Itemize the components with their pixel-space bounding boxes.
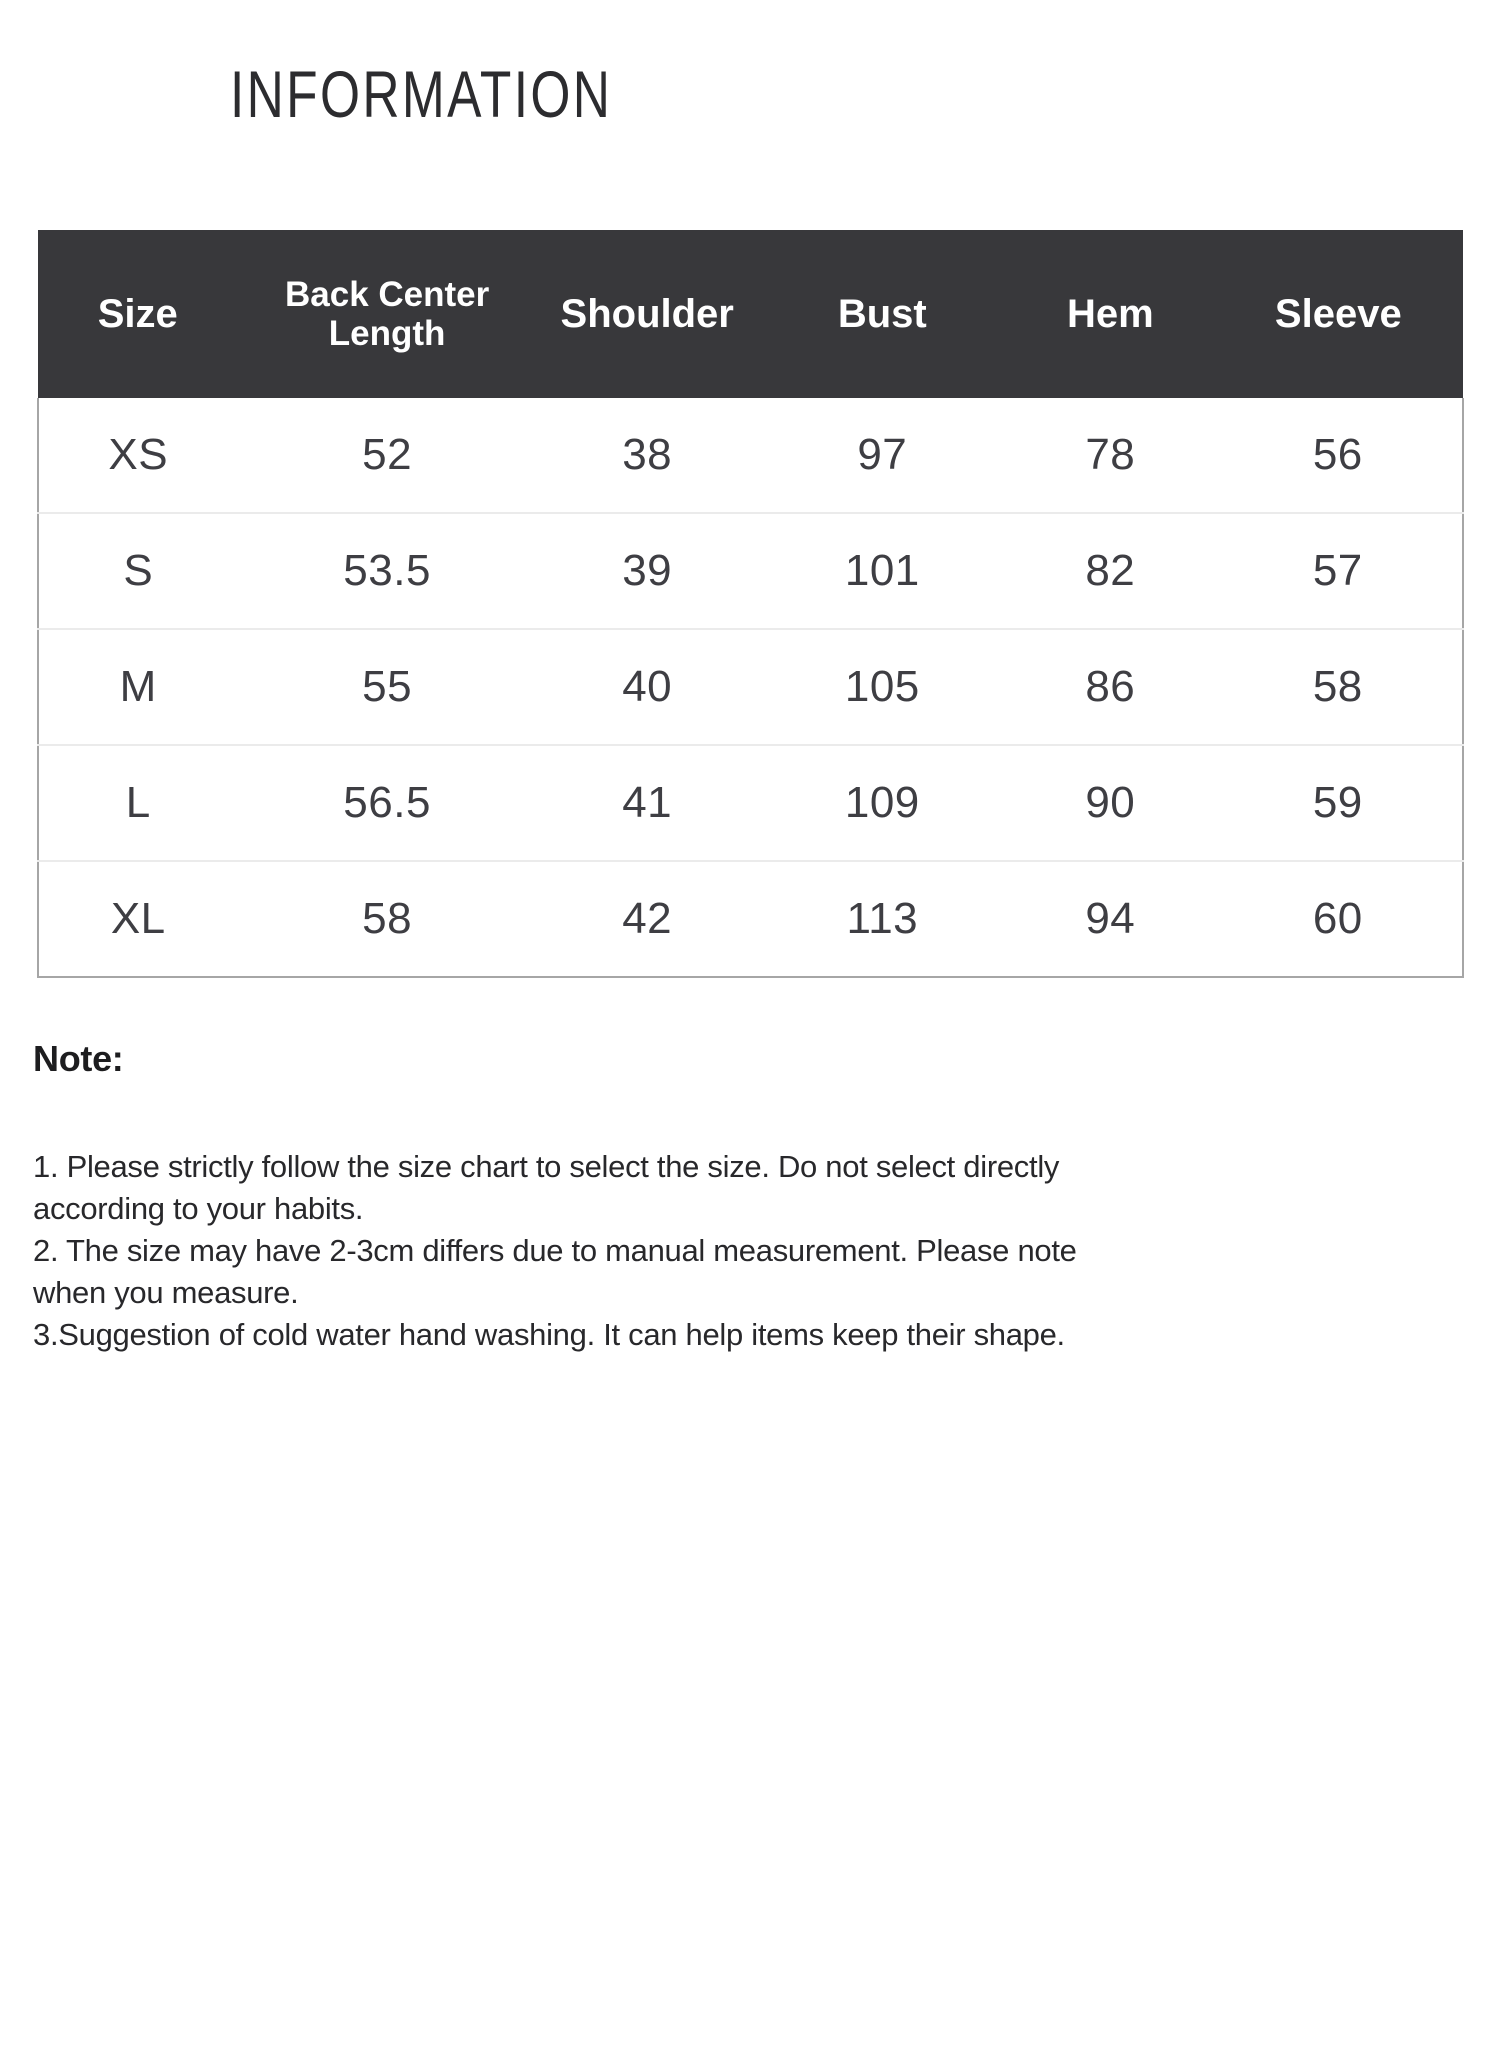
column-header-back-center-length: Back Center Length [238, 230, 537, 398]
column-header-hem: Hem [1007, 230, 1214, 398]
value-cell: 55 [238, 629, 537, 745]
size-chart-body [38, 398, 1463, 977]
size-cell: S [38, 513, 238, 629]
value-cell: 58 [238, 861, 537, 977]
value-cell: 113 [758, 861, 1007, 977]
note-line: according to your habits. [33, 1191, 364, 1226]
size-cell: XS [108, 430, 169, 479]
size-cell: XL [38, 861, 238, 977]
value-cell: 57 [1214, 513, 1463, 629]
value-cell: 94 [1007, 861, 1214, 977]
table-row-xl [38, 861, 1463, 977]
size-info-page [0, 56, 1500, 1356]
value-cell: 56.5 [238, 745, 537, 861]
table-row-l [38, 745, 1463, 861]
note-line: 3.Suggestion of cold water hand washing. It can help items keep their shape. [33, 1317, 1065, 1352]
notes-section [33, 1038, 1233, 1356]
note-line: 1. Please strictly follow the size chart to select the size. Do not select directly [33, 1149, 1060, 1184]
notes-heading: Note: [33, 1038, 124, 1079]
column-header-sleeve: Sleeve [1214, 230, 1463, 398]
size-chart-header [38, 230, 1463, 398]
value-cell: 101 [758, 513, 1007, 629]
column-header-size: Size [38, 230, 238, 398]
value-cell: 109 [758, 745, 1007, 861]
note-line: 2. The size may have 2-3cm differs due to manual measurement. Please note [33, 1233, 1077, 1268]
table-row-xs [38, 398, 1463, 513]
size-chart-table [37, 230, 1464, 978]
table-row-m [38, 629, 1463, 745]
note-line: when you measure. [33, 1275, 299, 1310]
column-header-bust: Bust [758, 230, 1007, 398]
value-cell: 60 [1214, 861, 1463, 977]
value-cell: 82 [1007, 513, 1214, 629]
size-cell: M [38, 629, 238, 745]
value-cell: 39 [537, 513, 758, 629]
column-header-shoulder: Shoulder [537, 230, 758, 398]
value-cell: 86 [1007, 629, 1214, 745]
value-cell: 58 [1214, 629, 1463, 745]
value-cell: 105 [758, 629, 1007, 745]
value-cell: 59 [1214, 745, 1463, 861]
table-row-s [38, 513, 1463, 629]
value-cell: 90 [1007, 745, 1214, 861]
notes-body [33, 1146, 1233, 1356]
value-cell: 52 [362, 430, 413, 479]
value-cell: 38 [622, 430, 673, 479]
value-cell: 78 [1085, 430, 1136, 479]
page-title: INFORMATION [230, 57, 613, 131]
size-cell: L [38, 745, 238, 861]
value-cell: 53.5 [238, 513, 537, 629]
value-cell: 41 [537, 745, 758, 861]
value-cell: 56 [1312, 430, 1363, 479]
header-row [38, 230, 1463, 398]
value-cell: 97 [857, 430, 908, 479]
value-cell: 40 [537, 629, 758, 745]
value-cell: 42 [537, 861, 758, 977]
